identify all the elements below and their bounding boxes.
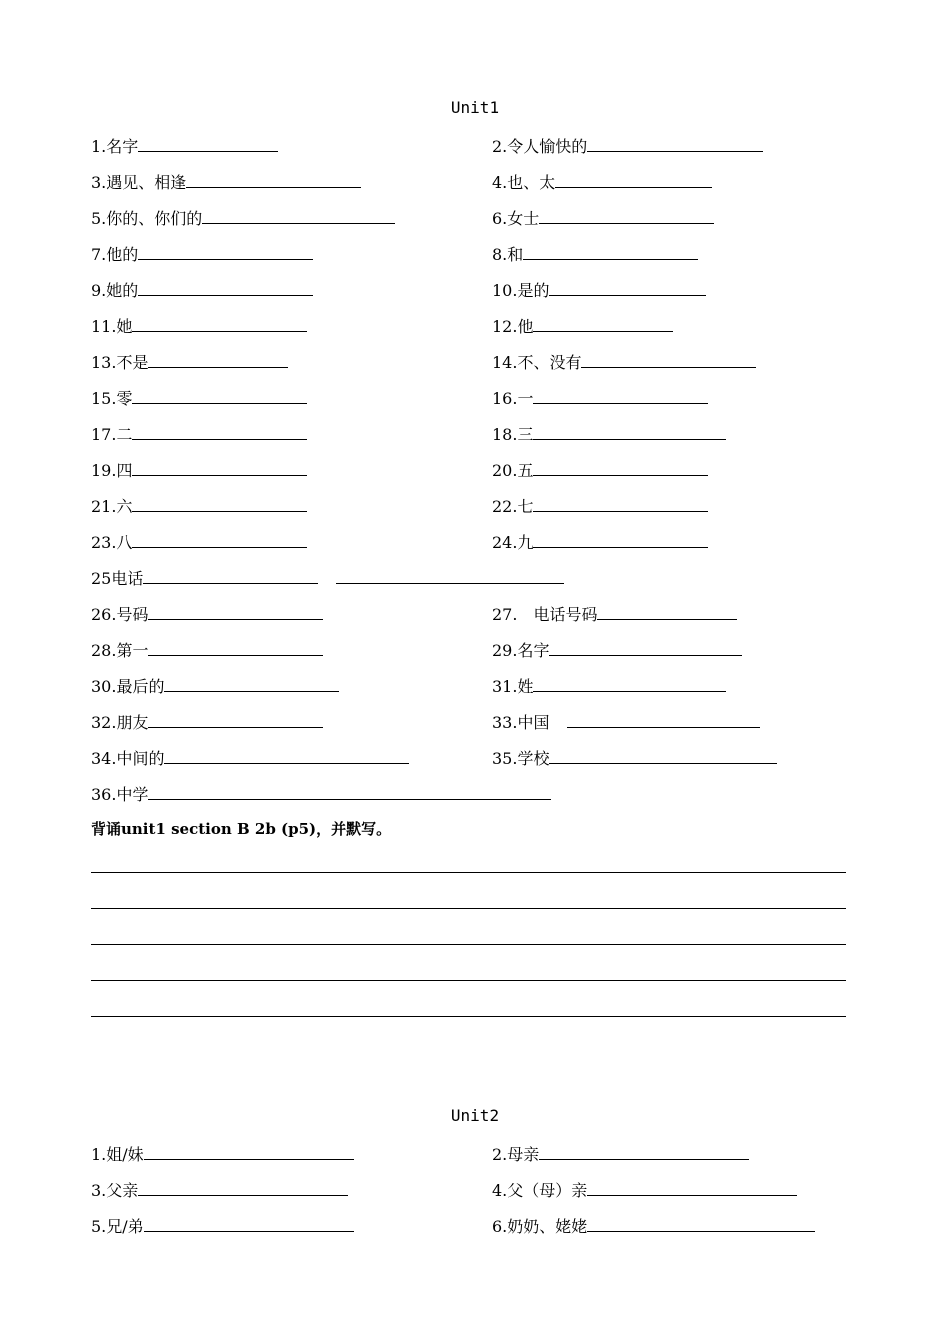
answer-blank[interactable] [587, 135, 763, 152]
answer-blank[interactable] [144, 1143, 354, 1160]
answer-blank[interactable] [132, 459, 307, 476]
list-item [91, 423, 307, 443]
item-label: 33.中国 [492, 713, 550, 732]
list-item [91, 603, 323, 623]
answer-blank[interactable] [132, 315, 307, 332]
answer-blank[interactable] [549, 747, 777, 764]
answer-blank[interactable] [138, 1179, 348, 1196]
item-label: 35.学校 [492, 749, 550, 768]
answer-blank[interactable] [148, 351, 288, 368]
answer-blank[interactable] [533, 459, 708, 476]
list-item [492, 459, 708, 479]
item-label: 18.三 [492, 425, 534, 444]
list-item [91, 207, 395, 227]
list-item [492, 1179, 797, 1199]
item-label: 22.七 [492, 497, 534, 516]
answer-blank[interactable] [186, 171, 361, 188]
unit1-title: Unit1 [450, 98, 500, 117]
list-item [492, 495, 708, 515]
unit2-title: Unit2 [450, 1106, 500, 1125]
answer-blank[interactable] [533, 675, 726, 692]
answer-blank[interactable] [533, 387, 708, 404]
answer-blank[interactable] [148, 711, 323, 728]
item-label: 29.名字 [492, 641, 550, 660]
answer-blank[interactable] [555, 171, 712, 188]
list-item [492, 171, 712, 191]
answer-blank[interactable] [132, 423, 307, 440]
list-item [91, 135, 278, 155]
list-item [91, 1179, 348, 1199]
list-item [91, 747, 409, 767]
list-item [91, 711, 323, 731]
list-item [91, 279, 313, 299]
answer-blank[interactable] [533, 495, 708, 512]
list-item [492, 675, 726, 695]
writing-line[interactable] [91, 872, 846, 873]
item-label: 31.姓 [492, 677, 534, 696]
item-label: 28.第一 [91, 641, 149, 660]
list-item [91, 639, 323, 659]
list-item [492, 1215, 815, 1235]
item-label: 15.零 [91, 389, 133, 408]
answer-blank[interactable] [539, 207, 714, 224]
item-label: 34.中间的 [91, 749, 165, 768]
answer-blank[interactable] [533, 423, 726, 440]
writing-line[interactable] [91, 1016, 846, 1017]
item-label: 6.奶奶、姥姥 [492, 1217, 588, 1236]
list-item [492, 387, 708, 407]
list-item [91, 351, 288, 371]
list-item [492, 243, 698, 263]
item-label: 23.八 [91, 533, 133, 552]
list-item [492, 135, 763, 155]
answer-blank[interactable] [132, 495, 307, 512]
list-item [91, 171, 361, 191]
list-item [91, 387, 307, 407]
item-label: 27. 电话号码 [492, 605, 598, 624]
item-label: 3.遇见、相逢 [91, 173, 187, 192]
list-item [91, 315, 307, 335]
answer-blank[interactable] [533, 531, 708, 548]
answer-blank[interactable] [143, 567, 318, 584]
item-label: 2.令人愉快的 [492, 137, 588, 156]
list-item [91, 675, 339, 695]
list-item [492, 351, 756, 371]
list-item [492, 423, 726, 443]
list-item [492, 639, 742, 659]
answer-blank[interactable] [587, 1215, 815, 1232]
list-item [492, 315, 673, 335]
answer-blank[interactable] [144, 1215, 354, 1232]
item-label: 25电话 [91, 569, 144, 588]
item-label: 3.父亲 [91, 1181, 139, 1200]
list-item [91, 1143, 354, 1163]
list-item [492, 207, 714, 227]
item-label: 32.朋友 [91, 713, 149, 732]
answer-blank[interactable] [148, 783, 551, 800]
item-label: 17.二 [91, 425, 133, 444]
answer-blank[interactable] [202, 207, 395, 224]
answer-blank[interactable] [132, 387, 307, 404]
answer-blank[interactable] [567, 711, 760, 728]
item-label: 10.是的 [492, 281, 550, 300]
list-item [91, 783, 551, 803]
answer-blank[interactable] [597, 603, 737, 620]
recitation-instruction: 背诵unit1 section B 2b (p5)，并默写。 [91, 820, 392, 838]
answer-blank[interactable] [148, 603, 323, 620]
item-label: 14.不、没有 [492, 353, 582, 372]
list-item [91, 459, 307, 479]
list-item [492, 711, 760, 731]
item-label: 4.父（母）亲 [492, 1181, 588, 1200]
item-label: 4.也、太 [492, 173, 556, 192]
answer-blank[interactable] [523, 243, 698, 260]
answer-blank[interactable] [164, 747, 409, 764]
item-label: 13.不是 [91, 353, 149, 372]
list-item [492, 531, 708, 551]
writing-line[interactable] [91, 980, 846, 981]
item-label: 9.她的 [91, 281, 139, 300]
item-label: 36.中学 [91, 785, 149, 804]
item-label: 20.五 [492, 461, 534, 480]
list-item [91, 531, 307, 551]
item-label: 7.他的 [91, 245, 139, 264]
item-label: 26.号码 [91, 605, 149, 624]
item-label: 12.他 [492, 317, 534, 336]
list-item [492, 1143, 749, 1163]
item-label: 2.母亲 [492, 1145, 540, 1164]
answer-blank[interactable] [164, 675, 339, 692]
item-label: 30.最后的 [91, 677, 165, 696]
list-item [492, 747, 777, 767]
item-label: 16.一 [492, 389, 534, 408]
item-label: 5.你的、你们的 [91, 209, 203, 228]
item-label: 8.和 [492, 245, 524, 264]
list-item [492, 603, 737, 623]
list-item [91, 567, 564, 587]
list-item [91, 495, 307, 515]
answer-blank[interactable] [533, 315, 673, 332]
item-label: 6.女士 [492, 209, 540, 228]
answer-blank[interactable] [581, 351, 756, 368]
answer-blank[interactable] [549, 639, 742, 656]
writing-line[interactable] [91, 908, 846, 909]
item-label: 24.九 [492, 533, 534, 552]
answer-blank[interactable] [138, 135, 278, 152]
item-label: 1.名字 [91, 137, 139, 156]
item-label: 21.六 [91, 497, 133, 516]
item-label: 1.姐/妹 [91, 1145, 144, 1164]
item-label: 19.四 [91, 461, 133, 480]
answer-blank[interactable] [587, 1179, 797, 1196]
writing-line[interactable] [91, 944, 846, 945]
answer-blank[interactable] [138, 243, 313, 260]
answer-blank[interactable] [148, 639, 323, 656]
list-item [91, 243, 313, 263]
item-label: 11.她 [91, 317, 133, 336]
answer-blank-second[interactable] [336, 567, 564, 584]
answer-blank[interactable] [132, 531, 307, 548]
answer-blank[interactable] [138, 279, 313, 296]
answer-blank[interactable] [539, 1143, 749, 1160]
list-item [91, 1215, 354, 1235]
item-label: 5.兄/弟 [91, 1217, 144, 1236]
list-item [492, 279, 706, 299]
answer-blank[interactable] [549, 279, 706, 296]
